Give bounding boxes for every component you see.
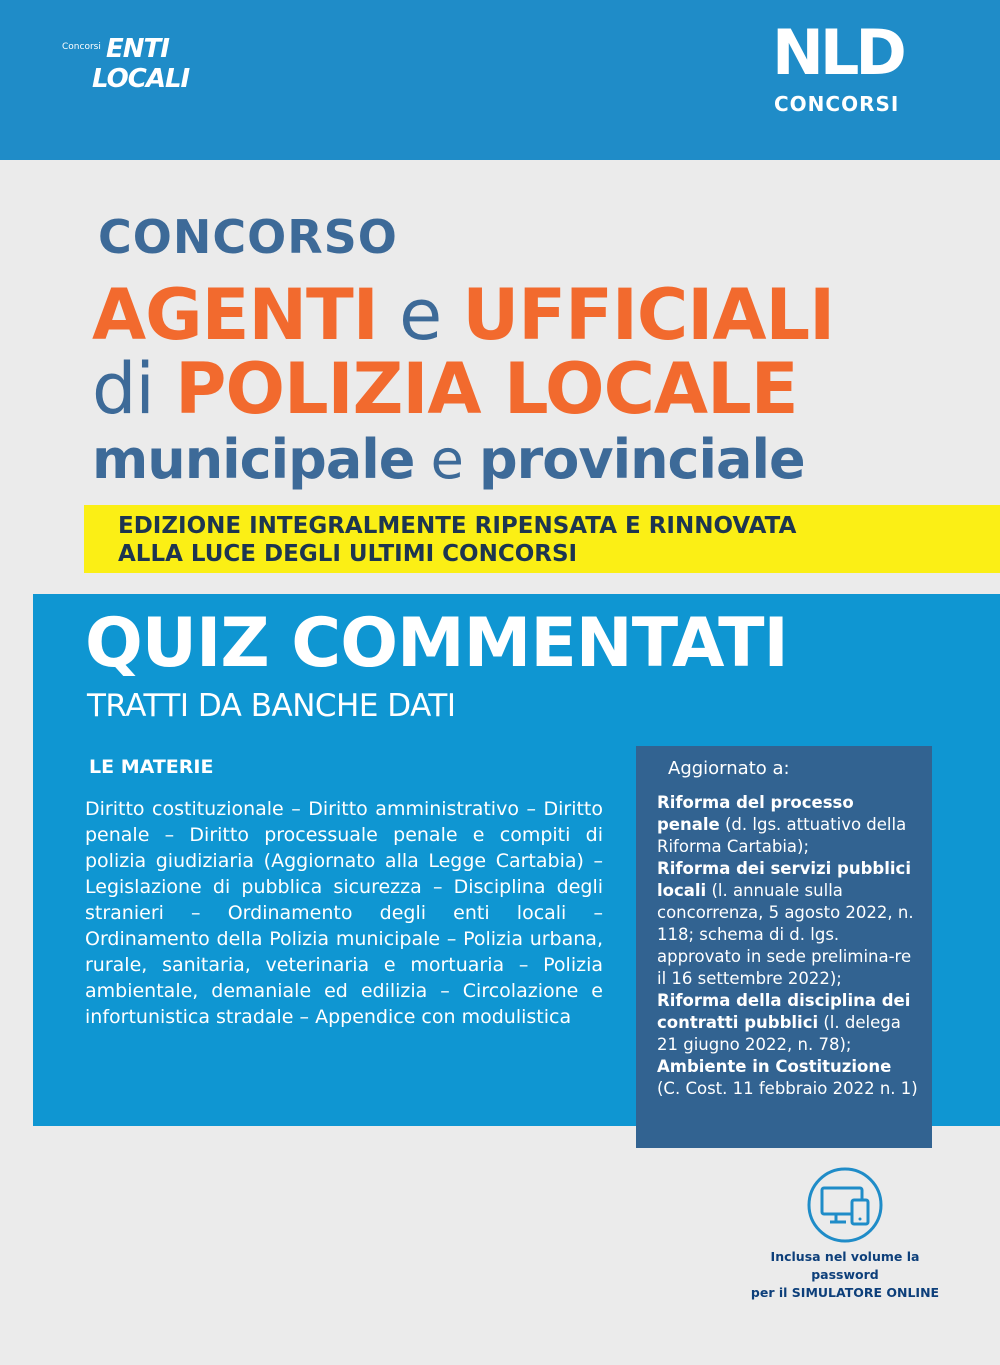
aggiornato-item-2-text: (l. annuale sulla concorrenza, 5 agosto 2022, n. 118; schema di d. lgs. approvato in sede prelimina-re il 16 settembre 2022); (657, 881, 914, 988)
banner-line2: ALLA LUCE DEGLI ULTIMI CONCORSI (118, 541, 578, 567)
title-concorso: CONCORSO (98, 210, 398, 264)
materie-title: LE MATERIE (89, 756, 214, 778)
aggiornato-list (657, 792, 919, 1100)
enti-locali-logo (62, 22, 222, 102)
title-e-1: e (377, 274, 463, 356)
aggiornato-item-1-text: (d. lgs. attuativo della Riforma Cartabia); (657, 815, 907, 856)
devices-icon (806, 1166, 884, 1244)
simulator-line2: per il SIMULATORE ONLINE (750, 1285, 940, 1300)
title-provinciale: provinciale (478, 428, 805, 491)
title-polizia: POLIZIA LOCALE (175, 348, 798, 430)
title-agenti: AGENTI (92, 274, 378, 356)
simulator-line1: Inclusa nel volume la password (770, 1249, 920, 1282)
logo-line2: LOCALI (92, 64, 190, 94)
aggiornato-item-2-title: Riforma dei servizi pubblici locali (657, 859, 911, 900)
title-ufficiali: UFFICIALI (462, 274, 835, 356)
aggiornato-item-4-title: Ambiente in Costituzione (657, 1057, 892, 1076)
header-band (0, 0, 1000, 160)
title-municipale: municipale (92, 428, 415, 491)
edition-banner (84, 505, 1000, 573)
title-agenti-ufficiali (92, 274, 834, 356)
quiz-subheading: TRATTI DA BANCHE DATI (87, 688, 456, 724)
title-e-2: e (414, 428, 479, 491)
aggiornato-item-3-text: (l. delega 21 giugno 2022, n. 78); (657, 1013, 901, 1054)
aggiornato-heading: Aggiornato a: (668, 758, 790, 779)
banner-line1: EDIZIONE INTEGRALMENTE RIPENSATA E RINNOVATA (118, 513, 797, 539)
aggiornato-item-1-title: Riforma del processo penale (657, 793, 854, 834)
nld-logo-main: NLD (772, 16, 903, 89)
aggiornato-item-4-text: (C. Cost. 11 febbraio 2022 n. 1) (657, 1079, 918, 1098)
logo-line1: ENTI (106, 34, 169, 64)
title-municipale-provinciale (92, 428, 805, 491)
title-polizia-locale (92, 348, 798, 430)
logo-small-text: Concorsi (62, 42, 101, 52)
title-di: di (92, 348, 176, 430)
aggiornato-box (636, 746, 932, 1148)
simulator-note (740, 1248, 950, 1302)
aggiornato-item-3-title: Riforma della disciplina dei contratti pubblici (657, 991, 911, 1032)
materie-text: Diritto costituzionale – Diritto amministrativo – Diritto penale – Diritto processuale penale e compiti di polizia giudiziaria (Aggiornato alla Legge Cartabia) – Legislazione di pubblica sicurezza – Disciplina degli stranieri – Ordinamento degli enti locali – Ordinamento della Polizia municipale – Polizia urbana, rurale, sanitaria, veterinaria e mortuaria – Polizia ambientale, demaniale ed edilizia – Circolazione e infortunistica stradale – Appendice con modulistica (85, 798, 603, 1028)
nld-logo-sub: CONCORSI (774, 92, 900, 116)
nld-concorsi-logo (772, 16, 912, 122)
quiz-heading: QUIZ COMMENTATI (85, 604, 788, 683)
